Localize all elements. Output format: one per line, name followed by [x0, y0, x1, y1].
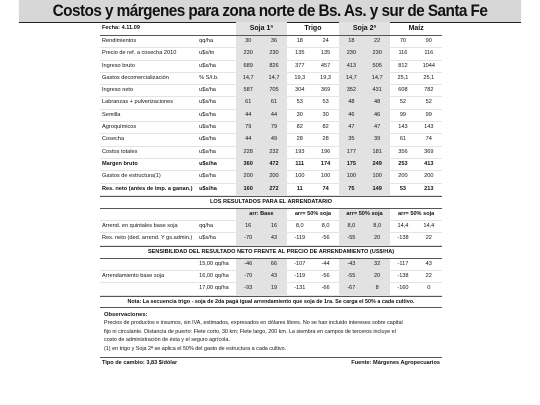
row-unit: u$s/ha [197, 97, 235, 109]
row-unit: qq/ha [197, 221, 235, 233]
row-unit [197, 271, 235, 283]
exchange-rate: Tipo de cambio: 3,83 $/dólar [102, 359, 178, 366]
value-cell: 53 [312, 97, 338, 109]
value-cell: 22 [416, 271, 442, 283]
value-cell: 48 [364, 97, 390, 109]
row-unit [197, 283, 235, 295]
value-cell: 8,0 [312, 221, 338, 233]
note-text: Nota: La secuencia trigo - soja de 2da pagá igual arrendamiento que soja de 1ra. Se carga el 50% a cada cultivo. [100, 296, 442, 308]
value-cell: 22 [364, 36, 390, 48]
sens-row [100, 283, 442, 295]
value-cell: 230 [364, 48, 390, 60]
row-label: Res. neto (antes de imp. a ganan.) [100, 183, 197, 195]
value-cell: 304 [287, 85, 312, 97]
value-cell: 28 [287, 134, 312, 146]
row-unit: u$s/ha [197, 183, 235, 195]
value-cell: 360 [236, 158, 261, 170]
obs-line: fijo ni circulante. Distancia de puerto: Flete corto, 30 km; Flete largo, 200 km. La siembra en campos de terceros incluye el [104, 328, 396, 335]
value-cell: 14,4 [416, 221, 442, 233]
value-cell: 116 [390, 48, 415, 60]
row-unit: u$s/tn [197, 48, 235, 60]
value-cell: 230 [261, 48, 287, 60]
arrend-section-title: LOS RESULTADOS PARA EL ARRENDATARIO [100, 196, 442, 209]
arrend-header: arr: Base [236, 209, 288, 221]
value-cell: 8,0 [339, 221, 364, 233]
row-label: Res. neto (ded. arrend. Y gs.admin.) [100, 233, 197, 245]
value-cell: 20 [364, 271, 390, 283]
value-cell: 43 [416, 259, 442, 271]
row-label: Ingreso neto [100, 85, 197, 97]
value-cell: -70 [236, 271, 261, 283]
value-cell: 74 [416, 134, 442, 146]
value-cell: 457 [312, 60, 338, 72]
data-row [100, 36, 442, 48]
value-cell: 812 [390, 60, 415, 72]
value-cell: -117 [390, 259, 415, 271]
value-cell: 608 [390, 85, 415, 97]
row-unit: u$s/ha [197, 122, 235, 134]
value-cell: 100 [312, 171, 338, 183]
value-cell: 181 [364, 146, 390, 158]
value-cell: 377 [287, 60, 312, 72]
value-cell: 46 [339, 109, 364, 121]
value-cell: 369 [416, 146, 442, 158]
arrend-header: arr= 50% soja [339, 209, 391, 221]
value-cell: 431 [364, 85, 390, 97]
arrend-header: arr= 50% soja [390, 209, 442, 221]
value-cell: 30 [287, 109, 312, 121]
row-label: Precio de ref. a cosecha 2010 [100, 48, 197, 60]
data-row [100, 146, 442, 158]
value-cell: 16 [236, 221, 261, 233]
value-cell: 587 [236, 85, 261, 97]
row-unit: u$s/ha [197, 158, 235, 170]
value-cell: 75 [339, 183, 364, 195]
row-unit-text: qq/ha [214, 260, 229, 267]
footer [100, 358, 442, 368]
arrend-header: arr= 50% soja [287, 209, 339, 221]
costs-table [100, 22, 442, 196]
data-row [100, 48, 442, 60]
data-row [100, 60, 442, 72]
value-cell: 16 [261, 221, 287, 233]
value-cell: 149 [364, 183, 390, 195]
row-unit: u$s/ha [197, 60, 235, 72]
source: Fuente: Márgenes Agropecuarios [351, 359, 440, 366]
observations-title: Observaciones: [104, 311, 148, 318]
data-row [100, 134, 442, 146]
value-cell: 99 [416, 109, 442, 121]
arrend-header-row [100, 209, 442, 221]
arrend-row [100, 233, 442, 245]
value-cell: 39 [364, 134, 390, 146]
value-cell: 1044 [416, 60, 442, 72]
row-qq: 16,00 [199, 273, 214, 280]
value-cell: 44 [261, 109, 287, 121]
row-label: Cosecha [100, 134, 197, 146]
value-cell: 272 [261, 183, 287, 195]
value-cell: 175 [339, 158, 364, 170]
data-row [100, 72, 442, 84]
row-label: Semilla [100, 109, 197, 121]
value-cell: 28 [312, 134, 338, 146]
row-label: Gastos de estructura(1) [100, 171, 197, 183]
costs-panel [100, 22, 442, 405]
value-cell: 53 [287, 97, 312, 109]
obs-line: Precios de productos e insumos, sin IVA, estimados, expresados en dólares libres. No se han incluido intereses sobre capital [104, 320, 403, 327]
value-cell: 11 [287, 183, 312, 195]
value-cell: -46 [236, 259, 261, 271]
value-cell: -119 [287, 233, 312, 245]
value-cell: 99 [390, 109, 415, 121]
value-cell: 8,0 [364, 221, 390, 233]
value-cell: 116 [416, 48, 442, 60]
value-cell: 18 [287, 36, 312, 48]
row-label: Gastos decomercialización [100, 72, 197, 84]
date-label: Fecha: 4.11.09 [100, 22, 197, 36]
row-label: Costos totales [100, 146, 197, 158]
value-cell: -119 [287, 271, 312, 283]
value-cell: 253 [390, 158, 415, 170]
value-cell: 35 [339, 134, 364, 146]
value-cell: 100 [364, 171, 390, 183]
data-row [100, 85, 442, 97]
value-cell: -160 [390, 283, 415, 295]
value-cell: 24 [312, 36, 338, 48]
value-cell: -67 [339, 283, 364, 295]
value-cell: 143 [390, 122, 415, 134]
value-cell: -43 [339, 259, 364, 271]
value-cell: 79 [236, 122, 261, 134]
obs-line: (1) en trigo y Soja 2ª se aplica el 50% del gasto de estructura a cada cultivo. [104, 346, 287, 353]
row-unit-text: qq/ha [214, 273, 229, 280]
value-cell: -93 [236, 283, 261, 295]
row-label: Arrend. en quintales base soja [100, 221, 197, 233]
data-row [100, 122, 442, 134]
value-cell: 369 [312, 85, 338, 97]
value-cell: -56 [312, 233, 338, 245]
value-cell: 782 [416, 85, 442, 97]
value-cell: 22 [416, 233, 442, 245]
crop-header: Trigo [287, 22, 339, 36]
arrend-row [100, 221, 442, 233]
sens-row [100, 271, 442, 283]
value-cell: 18 [339, 36, 364, 48]
value-cell: 200 [236, 171, 261, 183]
value-cell: 14,4 [390, 221, 415, 233]
value-cell: 52 [416, 97, 442, 109]
value-cell: 43 [261, 233, 287, 245]
value-cell: 74 [312, 183, 338, 195]
value-cell: 82 [312, 122, 338, 134]
value-cell: 352 [339, 85, 364, 97]
value-cell: 61 [390, 134, 415, 146]
data-row [100, 171, 442, 183]
value-cell: 20 [364, 233, 390, 245]
value-cell: 413 [339, 60, 364, 72]
value-cell: 14,7 [339, 72, 364, 84]
value-cell: -66 [312, 283, 338, 295]
value-cell: 100 [339, 171, 364, 183]
value-cell: 19,3 [312, 72, 338, 84]
crop-header: Soja 2ª [339, 22, 391, 36]
row-unit [197, 259, 235, 271]
value-cell: 30 [236, 36, 261, 48]
row-label [100, 283, 197, 295]
value-cell: -138 [390, 271, 415, 283]
value-cell: 52 [390, 97, 415, 109]
value-cell: 44 [236, 134, 261, 146]
arrend-table [100, 209, 442, 246]
row-unit: u$s/ha [197, 85, 235, 97]
row-label: Ingreso bruto [100, 60, 197, 72]
value-cell: 472 [261, 158, 287, 170]
row-unit: u$s/ha [197, 134, 235, 146]
value-cell: -107 [287, 259, 312, 271]
value-cell: 111 [287, 158, 312, 170]
value-cell: 46 [364, 109, 390, 121]
row-unit: u$s/ha [197, 233, 235, 245]
value-cell: 356 [390, 146, 415, 158]
value-cell: 200 [261, 171, 287, 183]
value-cell: 47 [364, 122, 390, 134]
value-cell: 249 [364, 158, 390, 170]
value-cell: 230 [339, 48, 364, 60]
value-cell: 413 [416, 158, 442, 170]
value-cell: 44 [236, 109, 261, 121]
value-cell: 47 [339, 122, 364, 134]
value-cell: -55 [339, 233, 364, 245]
value-cell: 230 [236, 48, 261, 60]
row-unit: % S/I.b. [197, 72, 235, 84]
value-cell: 30 [312, 109, 338, 121]
value-cell: 689 [236, 60, 261, 72]
row-label: Arrendamiento base soja [100, 271, 197, 283]
row-label: Agroquímicos [100, 122, 197, 134]
value-cell: 196 [312, 146, 338, 158]
value-cell: -44 [312, 259, 338, 271]
value-cell: 25,1 [416, 72, 442, 84]
value-cell: 66 [261, 259, 287, 271]
value-cell: 32 [364, 259, 390, 271]
value-cell: -70 [236, 233, 261, 245]
value-cell: 90 [416, 36, 442, 48]
row-qq: 17,00 [199, 285, 214, 292]
value-cell: 232 [261, 146, 287, 158]
value-cell: 177 [339, 146, 364, 158]
data-row [100, 109, 442, 121]
value-cell: 79 [261, 122, 287, 134]
value-cell: 8,0 [287, 221, 312, 233]
value-cell: 213 [416, 183, 442, 195]
value-cell: 82 [287, 122, 312, 134]
value-cell: -131 [287, 283, 312, 295]
value-cell: 160 [236, 183, 261, 195]
value-cell: 14,7 [236, 72, 261, 84]
value-cell: 200 [390, 171, 415, 183]
row-label: Rendimientos [100, 36, 197, 48]
value-cell: 135 [287, 48, 312, 60]
value-cell: -56 [312, 271, 338, 283]
value-cell: 14,7 [364, 72, 390, 84]
value-cell: 705 [261, 85, 287, 97]
data-row [100, 183, 442, 195]
value-cell: 174 [312, 158, 338, 170]
value-cell: 143 [416, 122, 442, 134]
value-cell: 505 [364, 60, 390, 72]
value-cell: 61 [236, 97, 261, 109]
value-cell: 43 [261, 271, 287, 283]
row-unit: u$s/ha [197, 146, 235, 158]
sens-row [100, 259, 442, 271]
value-cell: -55 [339, 271, 364, 283]
value-cell: -138 [390, 233, 415, 245]
crop-header: Soja 1ª [236, 22, 288, 36]
value-cell: 228 [236, 146, 261, 158]
value-cell: 53 [390, 183, 415, 195]
sens-table [100, 259, 442, 296]
row-unit: u$s/ha [197, 171, 235, 183]
crop-header-row [100, 22, 442, 36]
obs-line: costo de administración de ésta y el seguro agrícola. [104, 337, 230, 344]
row-label [100, 259, 197, 271]
value-cell: 826 [261, 60, 287, 72]
row-unit: u$s/ha [197, 109, 235, 121]
data-row [100, 158, 442, 170]
value-cell: 100 [287, 171, 312, 183]
value-cell: 48 [339, 97, 364, 109]
value-cell: 25,1 [390, 72, 415, 84]
crop-header: Maíz [390, 22, 442, 36]
value-cell: 14,7 [261, 72, 287, 84]
row-label: Margen bruto [100, 158, 197, 170]
row-unit-text: qq/ha [214, 285, 229, 292]
value-cell: 49 [261, 134, 287, 146]
value-cell: 19 [261, 283, 287, 295]
row-unit: qq/ha [197, 36, 235, 48]
value-cell: 70 [390, 36, 415, 48]
value-cell: 135 [312, 48, 338, 60]
value-cell: 193 [287, 146, 312, 158]
value-cell: 19,3 [287, 72, 312, 84]
document-title: Costos y márgenes para zona norte de Bs. As. y sur de Santa Fe [19, 0, 521, 23]
value-cell: 0 [416, 283, 442, 295]
value-cell: 8 [364, 283, 390, 295]
row-qq: 15,00 [199, 260, 214, 267]
value-cell: 61 [261, 97, 287, 109]
value-cell: 200 [416, 171, 442, 183]
row-label: Labranzas + pulverizaciones [100, 97, 197, 109]
observations [100, 308, 442, 358]
value-cell: 36 [261, 36, 287, 48]
sens-section-title: SENSIBILIDAD DEL RESULTADO NETO FRENTE AL PRECIO DE ARRENDAMIENTO (US$/HA) [100, 246, 442, 259]
data-row [100, 97, 442, 109]
